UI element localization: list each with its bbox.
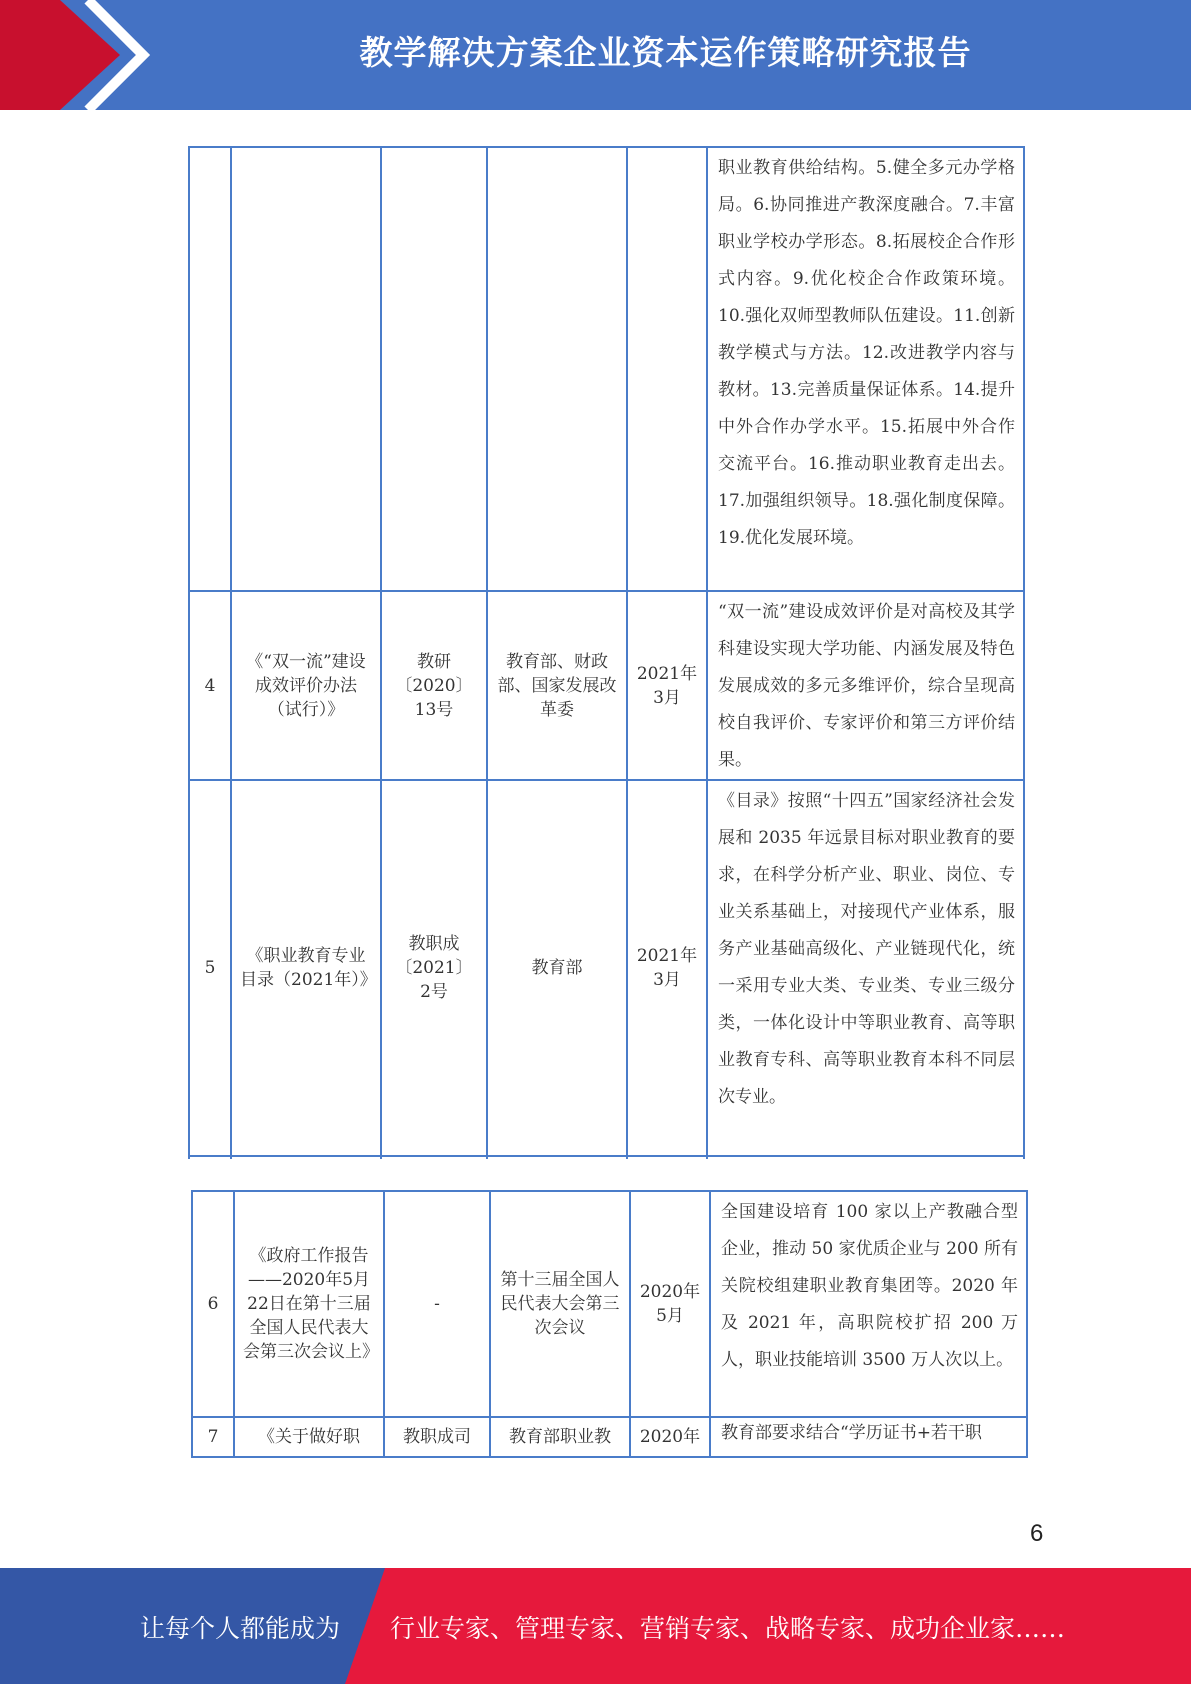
table-row bbox=[189, 591, 1024, 780]
policy-table-part-2 bbox=[191, 1190, 1028, 1458]
cell-no: 4 bbox=[189, 591, 231, 780]
page-number: 6 bbox=[1030, 1520, 1044, 1547]
table-row-cut-off bbox=[189, 1156, 1024, 1159]
cell-no: 6 bbox=[192, 1191, 234, 1417]
table-row bbox=[192, 1417, 1027, 1457]
cell-no: 7 bbox=[192, 1417, 234, 1457]
cell-issuer: 教育部 bbox=[487, 780, 627, 1156]
table-row bbox=[189, 780, 1024, 1156]
cell-description: “双一流”建设成效评价是对高校及其学科建设实现大学功能、内涵发展及特色发展成效的多元多维评价，综合呈现高校自我评价、专家评价和第三方评价结果。 bbox=[707, 591, 1024, 780]
cell-no: 5 bbox=[189, 780, 231, 1156]
cell-name: 《关于做好职 bbox=[234, 1417, 384, 1457]
page-footer bbox=[0, 1568, 1191, 1684]
policy-table-part-1 bbox=[188, 146, 1025, 1159]
cell-doc-no: 教研〔2020〕13号 bbox=[381, 591, 487, 780]
cell-name: 《职业教育专业目录（2021年）》 bbox=[231, 780, 381, 1156]
cell-issuer bbox=[487, 147, 627, 591]
cell-doc-no bbox=[381, 147, 487, 591]
footer-slogan-right: 行业专家、管理专家、营销专家、战略专家、成功企业家…… bbox=[390, 1614, 1066, 1643]
table-row bbox=[192, 1191, 1027, 1417]
cell-name bbox=[231, 147, 381, 591]
cell-date: 2021年3月 bbox=[627, 591, 707, 780]
cell-date: 2021年3月 bbox=[627, 780, 707, 1156]
cell-doc-no: 教职成〔2021〕2号 bbox=[381, 780, 487, 1156]
cell-date: 2020年 bbox=[630, 1417, 710, 1457]
cell-no bbox=[189, 147, 231, 591]
cell-description: 《目录》按照“十四五”国家经济社会发展和 2035 年远景目标对职业教育的要求，在科学分析产业、职业、岗位、专业关系基础上，对接现代产业体系，服务产业基础高级化、产业链现代化，统一采用专业大类、专业类、专业三级分类，一体化设计中等职业教育、高等职业教育专科、高等职业教育本科不同层次专业。 bbox=[707, 780, 1024, 1156]
cell-description: 教育部要求结合“学历证书+若干职 bbox=[710, 1417, 1027, 1457]
cell-doc-no: 教职成司 bbox=[384, 1417, 490, 1457]
cell-name: 《“双一流”建设成效评价办法（试行）》 bbox=[231, 591, 381, 780]
cell-date: 2020年5月 bbox=[630, 1191, 710, 1417]
table-row-continued bbox=[189, 147, 1024, 591]
page-header bbox=[0, 0, 1191, 110]
cell-description: 职业教育供给结构。5.健全多元办学格局。6.协同推进产教深度融合。7.丰富职业学校办学形态。8.拓展校企合作形式内容。9.优化校企合作政策环境。10.强化双师型教师队伍建设。11.创新教学模式与方法。12.改进教学内容与教材。13.完善质量保证体系。14.提升中外合作办学水平。15.拓展中外合作交流平台。16.推动职业教育走出去。17.加强组织领导。18.强化制度保障。19.优化发展环境。 bbox=[707, 147, 1024, 591]
cell-name: 《政府工作报告——2020年5月22日在第十三届全国人民代表大会第三次会议上》 bbox=[234, 1191, 384, 1417]
cell-doc-no: - bbox=[384, 1191, 490, 1417]
cell-date bbox=[627, 147, 707, 591]
header-arrow-decoration bbox=[0, 0, 150, 110]
document-title: 教学解决方案企业资本运作策略研究报告 bbox=[359, 33, 972, 72]
cell-description: 全国建设培育 100 家以上产教融合型企业，推动 50 家优质企业与 200 所有关院校组建职业教育集团等。2020 年及 2021 年，高职院校扩招 200 万人，职业技能培训 3500 万人次以上。 bbox=[710, 1191, 1027, 1417]
footer-slogan-left: 让每个人都能成为 bbox=[139, 1614, 340, 1643]
cell-issuer: 教育部、财政部、国家发展改革委 bbox=[487, 591, 627, 780]
cell-issuer: 教育部职业教 bbox=[490, 1417, 630, 1457]
cell-issuer: 第十三届全国人民代表大会第三次会议 bbox=[490, 1191, 630, 1417]
